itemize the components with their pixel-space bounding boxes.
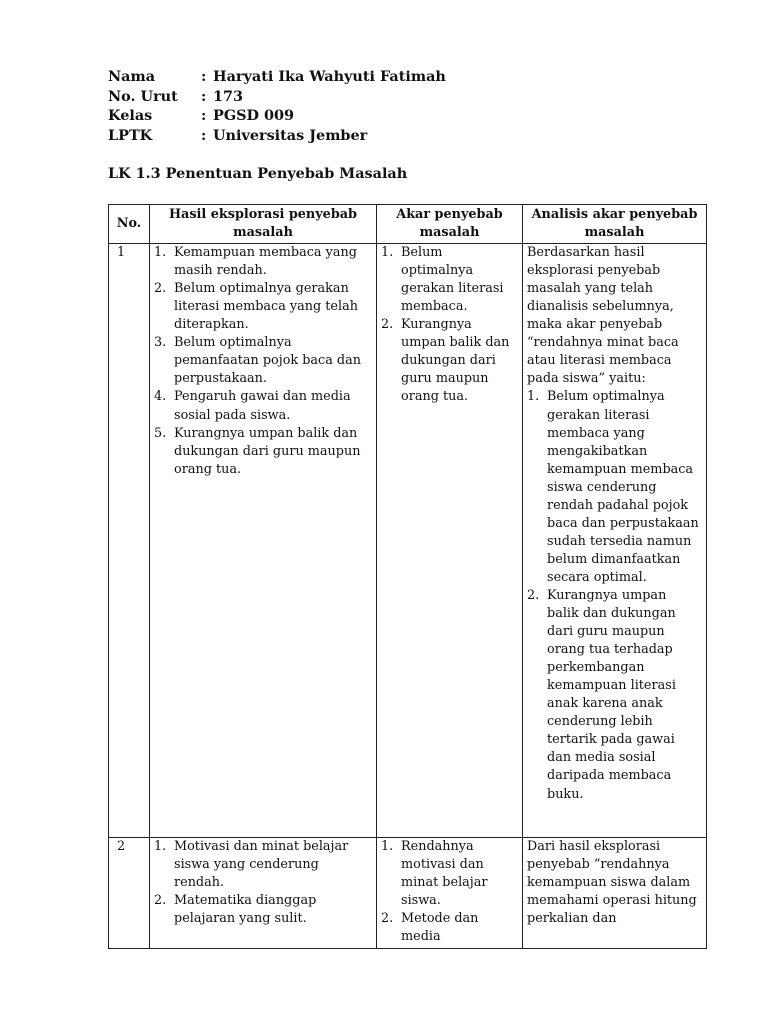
identity-separator: : [201, 126, 207, 144]
cell-analisis-akar [523, 838, 707, 949]
akar-list [381, 838, 518, 946]
section-title: LK 1.3 Penentuan Penyebab Masalah [108, 165, 408, 182]
list-number: 5. [154, 425, 167, 441]
problem-cause-table [108, 204, 707, 949]
list-text: Matematika dianggap pelajaran yang sulit. [174, 893, 317, 927]
list-number: 2. [381, 317, 394, 333]
row-number: 1 [109, 244, 150, 838]
identity-value: Haryati Ika Wahyuti Fatimah [213, 68, 446, 85]
cell-akar-penyebab [377, 244, 523, 838]
identity-value: Universitas Jember [213, 126, 368, 144]
list-item [527, 388, 702, 587]
identity-separator: : [201, 68, 207, 85]
list-text: Motivasi dan minat belajar siswa yang cenderung rendah. [174, 839, 349, 891]
list-text: Belum optimalnya pemanfaatan pojok baca dan perpustakaan. [174, 335, 361, 387]
cell-analisis-akar [523, 244, 707, 838]
header-no: No. [109, 205, 150, 244]
analisis-list [527, 388, 702, 803]
list-number: 4. [154, 389, 167, 405]
identity-separator: : [201, 87, 207, 105]
list-text: Rendahnya motivasi dan minat belajar siswa. [401, 839, 488, 909]
list-item [527, 587, 702, 804]
identity-label: Kelas [108, 107, 153, 124]
list-number: 2. [154, 281, 167, 297]
hasil-list [154, 244, 372, 479]
list-number: 2. [381, 911, 394, 927]
list-text: Kemampuan membaca yang masih rendah. [174, 245, 357, 279]
list-number: 1. [381, 245, 394, 261]
list-item [154, 892, 372, 928]
identity-label: No. Urut [108, 87, 178, 105]
header-akar-penyebab: Akar penyebab masalah [377, 205, 523, 244]
identity-block [108, 67, 446, 145]
list-number: 2. [527, 587, 540, 603]
row-number: 2 [109, 838, 150, 949]
table-row [109, 244, 707, 838]
list-number: 1. [154, 839, 167, 855]
list-text: Kurangnya umpan balik dan dukungan dari guru maupun orang tua. [401, 317, 510, 405]
list-number: 1. [154, 245, 167, 261]
cell-hasil-eksplorasi [150, 244, 377, 838]
list-text: Metode dan media [401, 911, 479, 945]
analisis-intro: Dari hasil eksplorasi penyebab “rendahnya kemampuan siswa dalam memahami operasi hitung perkalian dan [527, 839, 697, 927]
identity-row-no-urut [108, 87, 446, 107]
list-item [154, 388, 372, 424]
identity-row-lptk [108, 126, 446, 146]
akar-list [381, 244, 518, 406]
cell-hasil-eksplorasi [150, 838, 377, 949]
identity-value: 173 [213, 87, 244, 105]
identity-row-kelas [108, 106, 446, 126]
cell-akar-penyebab [377, 838, 523, 949]
list-number: 2. [154, 893, 167, 909]
analisis-intro: Berdasarkan hasil eksplorasi penyebab masalah yang telah dianalisis sebelumnya, maka akar penyebab “rendahnya minat baca atau literasi membaca pada siswa” yaitu: [527, 245, 679, 387]
list-text: Kurangnya umpan balik dan dukungan dari guru maupun orang tua terhadap perkembangan kemampuan literasi anak karena anak cenderung lebih tertarik pada gawai dan media sosial daripada membaca buku. [547, 587, 676, 802]
table-row [109, 838, 707, 949]
header-hasil-eksplorasi: Hasil eksplorasi penyebab masalah [150, 205, 377, 244]
identity-separator: : [201, 107, 207, 124]
list-item [154, 838, 372, 892]
list-item [381, 244, 518, 316]
list-text: Kurangnya umpan balik dan dukungan dari guru maupun orang tua. [174, 425, 361, 477]
list-number: 1. [381, 839, 394, 855]
identity-label: Nama [108, 68, 156, 85]
list-number: 1. [527, 389, 540, 405]
hasil-list [154, 838, 372, 928]
list-item [154, 425, 372, 479]
header-analisis-akar: Analisis akar penyebab masalah [523, 205, 707, 244]
list-text: Belum optimalnya gerakan literasi membaca yang mengakibatkan kemampuan membaca siswa cenderung rendah padahal pojok baca dan perpustakaan sudah tersedia namun belum dimanfaatkan secara optimal. [547, 389, 699, 585]
list-number: 3. [154, 335, 167, 351]
list-item [381, 316, 518, 406]
list-item [154, 334, 372, 388]
table-header-row [109, 205, 707, 244]
list-item [381, 910, 518, 946]
list-text: Belum optimalnya gerakan literasi membaca. [401, 245, 504, 315]
list-item [154, 244, 372, 280]
identity-value: PGSD 009 [213, 107, 295, 124]
identity-label: LPTK [108, 126, 153, 144]
identity-row-nama [108, 67, 446, 87]
list-text: Belum optimalnya gerakan literasi membaca yang telah diterapkan. [174, 281, 358, 333]
list-item [381, 838, 518, 910]
list-item [154, 280, 372, 334]
list-text: Pengaruh gawai dan media sosial pada siswa. [174, 389, 351, 423]
